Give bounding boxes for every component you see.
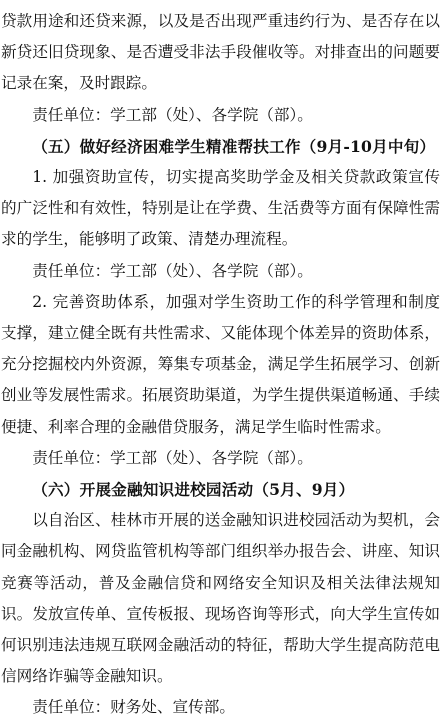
paragraph-finance-campus: 以自治区、桂林市开展的送金融知识进校园活动为契机，会同金融机构、网贷监管机构等部门组织举办报告会、讲座、知识竞赛等活动，普及金融信贷和网络安全知识及相关法律法规知识。发放宣传单、宣传板报、现场咨询等形式，向大学生宣传如何识别违法违规互联网金融活动的特征，帮助大学生提高防范电信网络诈骗等金融知识。 — [1, 511, 440, 686]
section-heading-six: （六）开展金融知识进校园活动（5月、9月） — [32, 480, 355, 500]
responsibility-line: 责任单位：财务处、宣传部。 — [32, 698, 235, 717]
responsibility-line: 责任单位：学工部（处）、各学院（部）。 — [32, 261, 313, 280]
responsibility-line: 责任单位：学工部（处）、各学院（部）。 — [32, 105, 313, 124]
paragraph-item-1: 1. 加强资助宣传，切实提高奖助学金及相关贷款政策宣传的广泛性和有效性，特别是让在学费、生活费等方面有保障性需求的学生，能够明了政策、清楚办理流程。 — [1, 168, 440, 249]
paragraph-loan-check: 贷款用途和还贷来源，以及是否出现严重违约行为、是否存在以新贷还旧贷现象、是否遭受非法手段催收等。对排查出的问题要记录在案，及时跟踪。 — [1, 12, 440, 93]
responsibility-line: 责任单位：学工部（处）、各学院（部）。 — [32, 448, 313, 467]
paragraph-item-2: 2. 完善资助体系，加强对学生资助工作的科学管理和制度支撑，建立健全既有共性需求、又能体现个体差异的资助体系，充分挖掘校内外资源，筹集专项基金，满足学生拓展学习、创新创业等发展性需求。拓展资助渠道，为学生提供渠道畅通、手续便捷、利率合理的金融借贷服务，满足学生临时性需求。 — [1, 292, 440, 436]
section-heading-five: （五）做好经济困难学生精准帮扶工作（9月-10月中旬） — [32, 136, 436, 156]
